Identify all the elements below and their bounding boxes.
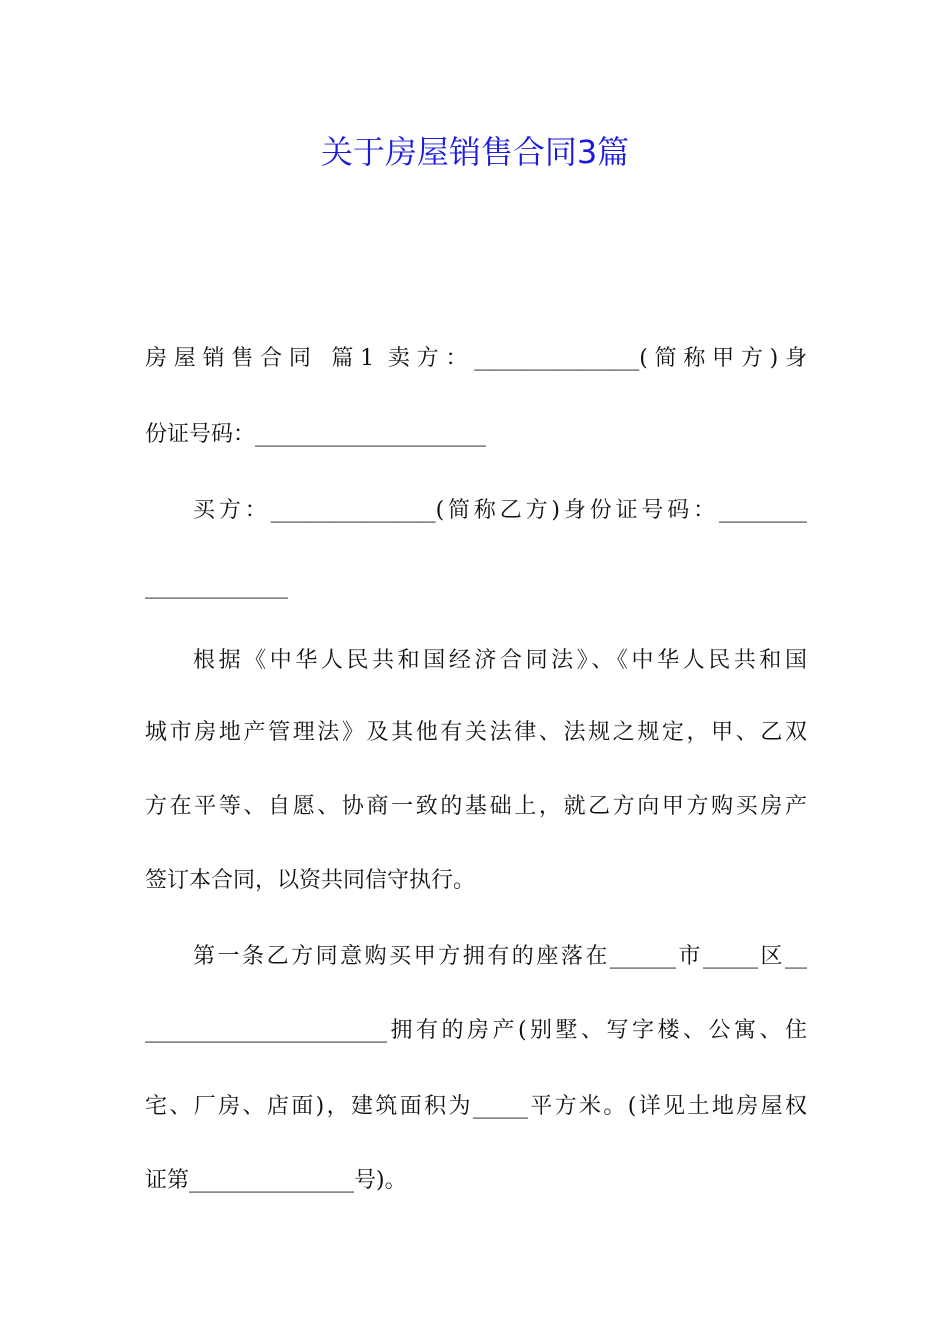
paragraph-line: 签订本合同，以资共同信守执行。 xyxy=(145,868,476,893)
paragraph-line: ______________________拥有的房产(别墅、写字楼、公寓、住 xyxy=(145,1018,807,1043)
document-title: 关于房屋销售合同3篇 xyxy=(320,133,630,171)
paragraph-line: 房屋销售合同 篇1 卖方：_______________(简称甲方)身 xyxy=(145,346,807,371)
paragraph-line: 城市房地产管理法》及其他有关法律、法规之规定，甲、乙双 xyxy=(145,720,807,745)
paragraph-line: 宅、厂房、店面)，建筑面积为_____平方米。(详见土地房屋权 xyxy=(145,1094,807,1119)
paragraph-line: _____________ xyxy=(145,574,288,599)
paragraph-line: 方在平等、自愿、协商一致的基础上，就乙方向甲方购买房产 xyxy=(145,794,807,819)
paragraph-line: 买方：_______________(简称乙方)身份证号码：________ xyxy=(193,498,807,523)
paragraph-line: 份证号码：_____________________ xyxy=(145,422,487,447)
paragraph-line: 第一条乙方同意购买甲方拥有的座落在______市_____区__ xyxy=(193,944,807,969)
paragraph-line: 根据《中华人民共和国经济合同法》、《中华人民共和国 xyxy=(193,648,807,673)
paragraph-line: 证第_______________号)。 xyxy=(145,1168,407,1193)
